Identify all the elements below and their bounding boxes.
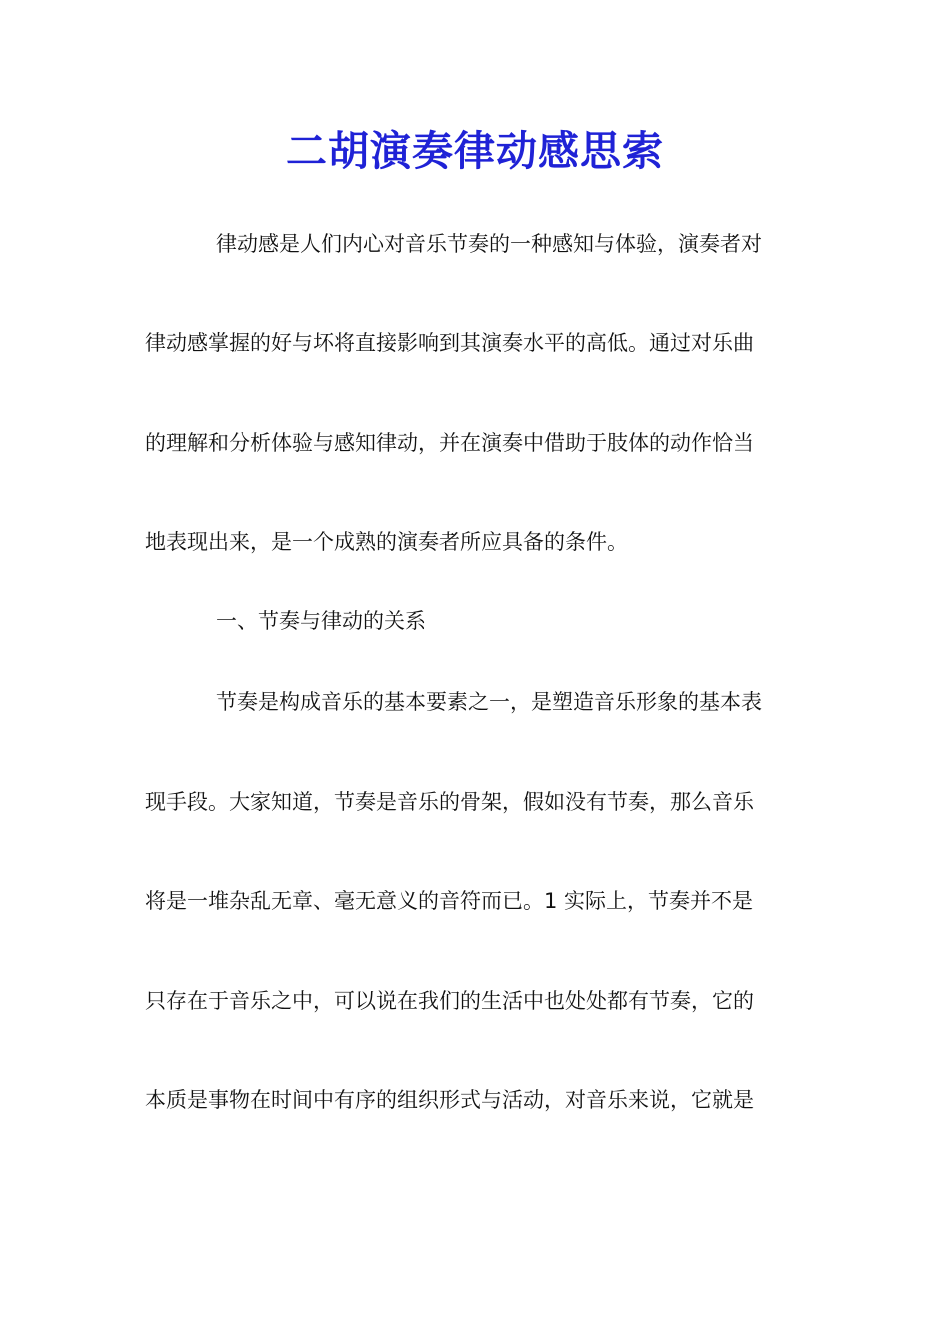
section-heading: 一、节奏与律动的关系 bbox=[216, 609, 426, 633]
paragraph-1-line-4: 地表现出来，是一个成熟的演奏者所应具备的条件。 bbox=[145, 530, 628, 554]
paragraph-2-line-1: 节奏是构成音乐的基本要素之一，是塑造音乐形象的基本表 bbox=[216, 690, 762, 714]
document-title: 二胡演奏律动感思索 bbox=[286, 127, 664, 175]
paragraph-1-line-3: 的理解和分析体验与感知律动，并在演奏中借助于肢体的动作恰当 bbox=[145, 431, 754, 455]
paragraph-1-line-2: 律动感掌握的好与坏将直接影响到其演奏水平的高低。通过对乐曲 bbox=[145, 331, 754, 355]
paragraph-2-line-3: 将是一堆杂乱无章、毫无意义的音符而已。1 实际上，节奏并不是 bbox=[145, 889, 754, 913]
paragraph-2-line-5: 本质是事物在时间中有序的组织形式与活动，对音乐来说，它就是 bbox=[145, 1088, 754, 1112]
paragraph-2-line-2: 现手段。大家知道，节奏是音乐的骨架，假如没有节奏，那么音乐 bbox=[145, 790, 754, 814]
paragraph-1-line-1: 律动感是人们内心对音乐节奏的一种感知与体验，演奏者对 bbox=[216, 232, 762, 256]
paragraph-2-line-4: 只存在于音乐之中，可以说在我们的生活中也处处都有节奏，它的 bbox=[145, 989, 754, 1013]
